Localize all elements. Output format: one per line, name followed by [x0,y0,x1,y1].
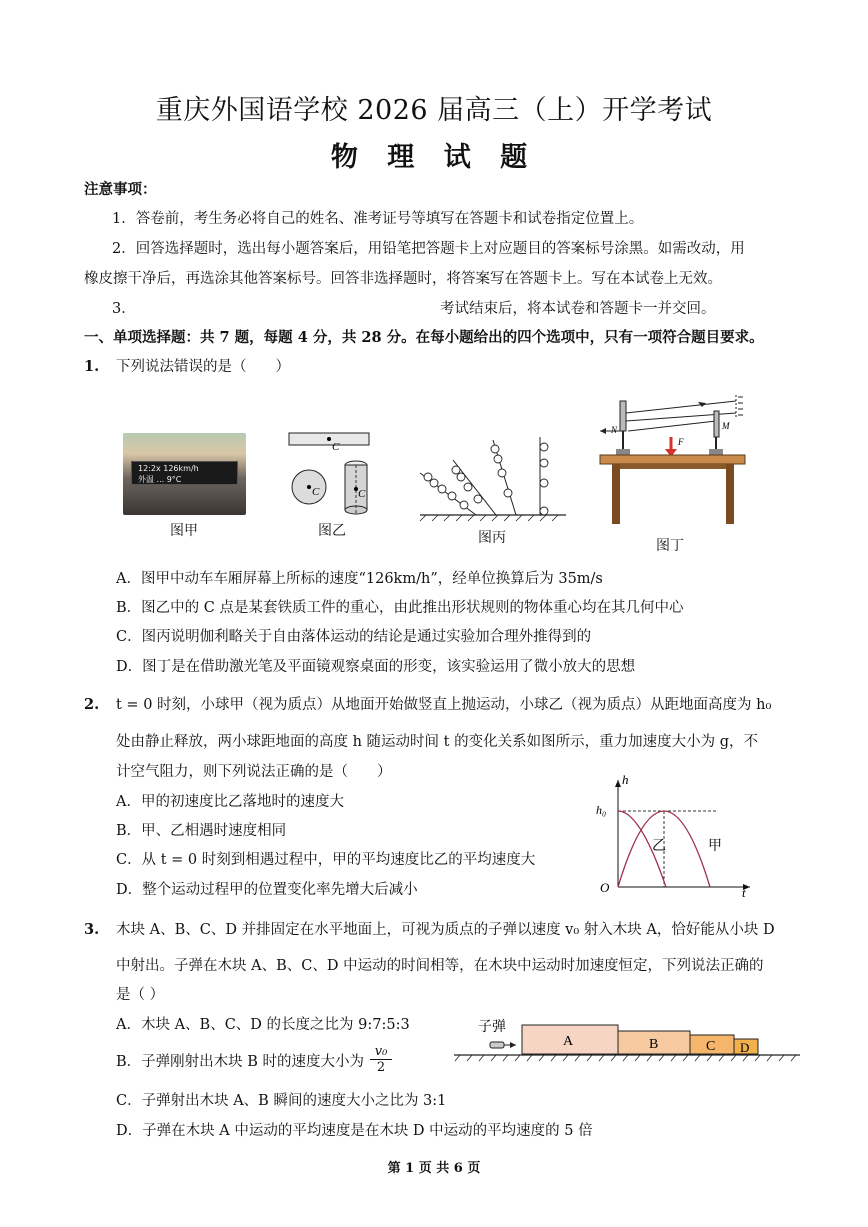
q2-line-3: 计空气阻力，则下列说法正确的是（ ） [116,764,392,780]
frac-numerator: v₀ [370,1044,392,1060]
block-b-label: B [649,1037,659,1052]
q3-option-b: B．子弹刚射出木块 B 时的速度大小为 [116,1054,365,1070]
train-screen-photo [123,433,246,515]
q2-graph [590,772,760,900]
q3-frac [370,1044,392,1075]
q2-line-1: t = 0 时刻，小球甲（视为质点）从地面开始做竖直上抛运动，小球乙（视为质点）从距地面高度为 h₀ [116,697,772,713]
q1-option-c: C．图丙说明伽利略关于自由落体运动的结论是通过实验加合理外推得到的 [116,629,592,645]
q3-line-1: 木块 A、B、C、D 并排固定在水平地面上，可视为质点的子弹以速度 v₀ 射入木块 A，恰好能从小块 D [116,922,775,938]
y-axis-label: h [622,772,629,787]
label-m: M [722,421,730,431]
q2-line-2: 处由静止释放，两小球距地面的高度 h 随运动时间 t 的变化关系如图所示，重力加速度大小为 g，不 [116,734,758,750]
fig-ding-diagram [598,393,750,528]
section-heading: 一、单项选择题：共 7 题，每题 4 分，共 28 分。在每小题给出的四个选项中，只有一项符合题目要求。 [84,329,764,346]
q3-option-c: C．子弹射出木块 A、B 瞬间的速度大小之比为 3:1 [116,1093,447,1109]
q3-option-d: D．子弹在木块 A 中运动的平均速度是在木块 D 中运动的平均速度的 5 倍 [116,1123,593,1139]
screen-line-1: 12:2x 126km/h [138,464,199,473]
fig-ding-label: 图丁 [656,538,684,554]
notice-item-2: 2．回答选择题时，选出每小题答案后，用铅笔把答题卡上对应题目的答案标号涂黑。如需改动，用 [112,241,745,257]
q1-option-a: A．图甲中动车车厢屏幕上所标的速度“126km/h”，经单位换算后为 35m/s [116,571,603,587]
label-n: N [611,425,618,435]
point-c-bar: C [332,441,340,453]
notice-item-3-text: 考试结束后，将本试卷和答题卡一并交回。 [440,301,716,317]
fig-jia-label: 图甲 [170,523,198,539]
q1-number: 1. [84,358,100,375]
q1-option-b: B．图乙中的 C 点是某套铁质工件的重心，由此推出形状规则的物体重心均在其几何中心 [116,600,684,616]
train-screen [131,461,238,485]
notice-item-2-cont: 橡皮擦干净后，再选涂其他答案标号。回答非选择题时，将答案写在答题卡上。写在本试卷上无效。 [84,271,722,287]
page-footer: 第 1 页 共 6 页 [387,1161,481,1176]
fig-yi-diagram [284,425,384,520]
q1-stem: 下列说法错误的是（ ） [116,359,290,375]
q3-line-2: 中射出。子弹在木块 A、B、C、D 中运动的时间相等，在木块中运动时加速度恒定，下列说法正确的 [116,958,764,974]
notice-item-1: 1．答卷前，考生务必将自己的姓名、准考证号等填写在答题卡和试卷指定位置上。 [112,211,644,227]
bullet-label: 子弹 [478,1020,506,1035]
fig-bing-label: 图丙 [478,530,506,546]
q3-option-a: A．木块 A、B、C、D 的长度之比为 9:7:5:3 [116,1017,410,1033]
block-a-label: A [563,1034,574,1049]
q2-option-c: C．从 t = 0 时刻到相遇过程中，甲的平均速度比乙的平均速度大 [116,852,536,868]
curve-jia-label: 甲 [708,839,722,854]
block-d-label: D [740,1040,750,1055]
q2-option-a: A．甲的初速度比乙落地时的速度大 [116,794,344,810]
exam-title: 重庆外国语学校 2026 届高三（上）开学考试 [155,95,713,126]
point-c-disk: C [312,486,320,498]
q2-number: 2. [84,696,100,713]
subject-title: 物 理 试 题 [330,142,538,173]
q3-number: 3. [84,921,100,938]
label-f: F [678,437,684,447]
block-c-label: C [706,1039,716,1054]
notice-heading: 注意事项： [84,181,157,198]
notice-item-3-num: 3． [112,301,136,317]
q3-blocks-figure [450,1015,810,1065]
q2-option-d: D．整个运动过程甲的位置变化率先增大后减小 [116,882,418,898]
q2-option-b: B．甲、乙相遇时速度相同 [116,823,287,839]
screen-line-2: 外温 ... 9°C [138,475,182,484]
curve-yi-label: 乙 [652,839,666,854]
fig-yi-label: 图乙 [318,523,346,539]
point-c-cyl: C [358,488,366,500]
q3-line-3: 是（ ） [116,987,165,1003]
origin-label: O [600,880,610,895]
q1-option-d: D．图丁是在借助激光笔及平面镜观察桌面的形变，该实验运用了微小放大的思想 [116,659,636,675]
fig-bing-diagram [418,435,568,525]
h0-label: h₀ [596,803,607,817]
x-axis-label: t [742,885,746,900]
frac-denominator: 2 [376,1060,386,1075]
